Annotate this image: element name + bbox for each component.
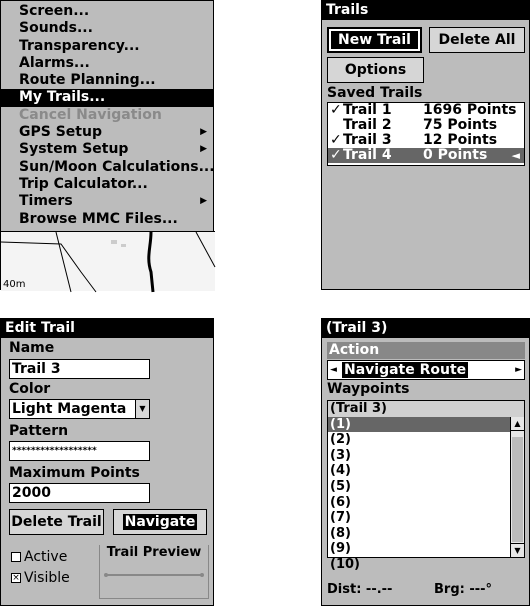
trail-check-icon: ✓ [330, 102, 342, 118]
saved-trails-list[interactable] [327, 102, 525, 166]
color-select[interactable] [9, 399, 150, 419]
visible-checkbox-box[interactable]: × [12, 573, 20, 583]
waypoint-item[interactable]: (8) [330, 525, 351, 541]
action-select[interactable] [327, 360, 525, 380]
scroll-down-icon[interactable]: ▼ [511, 543, 524, 557]
waypoint-item[interactable]: (7) [330, 510, 351, 526]
map-view [1, 231, 215, 291]
trail-preview-label: Trail Preview [100, 545, 208, 560]
menu-item[interactable] [1, 55, 213, 72]
color-select-value: Light Magenta [12, 401, 127, 417]
menu-item-label: My Trails... [19, 89, 106, 106]
edit-trail-panel [0, 318, 214, 606]
submenu-arrow-icon: ▶ [200, 196, 207, 207]
visible-checkbox[interactable] [11, 570, 70, 586]
color-label: Color [9, 381, 51, 397]
new-trail-button[interactable]: New Trail [327, 27, 422, 53]
menu-item[interactable] [1, 89, 213, 106]
trail-name-field[interactable]: Trail 3 [9, 359, 150, 379]
pointer-icon: ◄ [511, 149, 520, 162]
bearing-readout: Brg: ---° [434, 582, 493, 597]
menu-item-label: System Setup [19, 141, 129, 158]
trail-check-icon: ✓ [330, 147, 342, 163]
waypoint-item[interactable]: (6) [330, 494, 351, 510]
menu-item[interactable] [1, 193, 213, 210]
menu-item[interactable] [1, 3, 213, 20]
active-checkbox[interactable] [11, 549, 67, 565]
navigate-button[interactable] [113, 509, 207, 535]
waypoint-item[interactable]: (2) [330, 432, 351, 448]
trail-name: Trail 4 [343, 147, 392, 163]
submenu-arrow-icon: ▶ [200, 144, 207, 155]
map-scale-label: 40m [3, 279, 26, 290]
navigate-button-label: Navigate [124, 514, 196, 530]
scroll-up-icon[interactable]: ▲ [511, 417, 524, 431]
trails-title: Trails [322, 1, 529, 20]
scroll-thumb[interactable] [512, 437, 523, 542]
menu-item-label: Browse MMC Files... [19, 210, 178, 227]
delete-trail-button[interactable]: Delete Trail [9, 509, 104, 535]
menu-item-label: Screen... [19, 3, 90, 19]
trail-row[interactable] [328, 148, 524, 163]
arrow-right-icon[interactable]: ► [515, 365, 522, 375]
waypoint-item[interactable]: (1) [328, 417, 524, 433]
menu-item-label: Cancel Navigation [19, 106, 162, 123]
trail-preview-box [99, 545, 209, 599]
waypoint-item[interactable]: (3) [330, 447, 351, 463]
trail-points: 0 Points [423, 147, 488, 163]
trail-points: 1696 Points [423, 102, 517, 118]
max-points-field[interactable]: 2000 [9, 483, 150, 503]
trail-row[interactable] [328, 103, 524, 118]
menu-item-label: Alarms... [19, 54, 90, 71]
main-menu-list [1, 1, 213, 229]
menu-item-label: Route Planning... [19, 72, 156, 89]
menu-item[interactable] [1, 38, 213, 55]
pattern-label: Pattern [9, 423, 69, 439]
max-points-label: Maximum Points [9, 465, 140, 481]
trails-panel [321, 0, 530, 290]
arrow-left-icon[interactable]: ◄ [330, 365, 337, 375]
trail-name: Trail 3 [343, 132, 392, 148]
menu-item[interactable] [1, 159, 213, 176]
pattern-field[interactable]: ****************** [9, 441, 150, 461]
visible-label: Visible [24, 570, 70, 586]
menu-item-label: GPS Setup [19, 124, 102, 141]
trail-row[interactable] [328, 118, 524, 133]
action-label: Action [327, 342, 525, 359]
waypoints-header: (Trail 3) [328, 401, 524, 417]
waypoint-item[interactable]: (5) [330, 478, 351, 494]
waypoints-list[interactable] [327, 400, 525, 572]
options-button[interactable]: Options [327, 57, 424, 83]
menu-item[interactable] [1, 176, 213, 193]
active-checkbox-box[interactable] [11, 552, 21, 562]
trail-name: Trail 1 [343, 102, 392, 118]
trail-points: 75 Points [423, 117, 498, 133]
menu-item[interactable] [1, 211, 213, 228]
name-label: Name [9, 340, 55, 356]
trail-route-panel [321, 318, 530, 606]
trail-preview-line [100, 546, 210, 600]
menu-item-label: Timers [19, 193, 73, 210]
trail-route-title: (Trail 3) [322, 319, 529, 338]
menu-item-label: Transparency... [19, 37, 140, 54]
action-select-value: Navigate Route [344, 362, 467, 378]
submenu-arrow-icon: ▶ [200, 127, 207, 138]
saved-trails-label: Saved Trails [327, 85, 423, 101]
menu-item-label: Sun/Moon Calculations... [19, 158, 215, 175]
distance-readout: Dist: --.-- [327, 582, 393, 597]
waypoint-item[interactable]: (4) [330, 463, 351, 479]
active-label: Active [24, 549, 68, 565]
waypoint-item[interactable]: (9) [330, 541, 351, 557]
trail-check-icon: ✓ [330, 132, 342, 148]
menu-item[interactable] [1, 141, 213, 158]
main-menu-panel [0, 0, 214, 290]
chevron-down-icon[interactable]: ▼ [135, 400, 149, 418]
menu-item-label: Sounds... [19, 20, 93, 37]
trail-points: 12 Points [423, 132, 498, 148]
menu-item[interactable] [1, 124, 213, 141]
menu-item[interactable] [1, 20, 213, 37]
trail-name: Trail 2 [343, 117, 392, 133]
delete-all-button[interactable]: Delete All [429, 27, 525, 53]
menu-item-label: Trip Calculator... [19, 175, 148, 192]
waypoints-scrollbar[interactable] [510, 417, 524, 557]
menu-item [1, 107, 213, 124]
waypoint-item[interactable]: (10) [330, 556, 360, 572]
trail-row[interactable] [328, 133, 524, 148]
waypoints-label: Waypoints [327, 381, 410, 397]
menu-item[interactable] [1, 72, 213, 89]
edit-trail-title: Edit Trail [1, 319, 213, 338]
